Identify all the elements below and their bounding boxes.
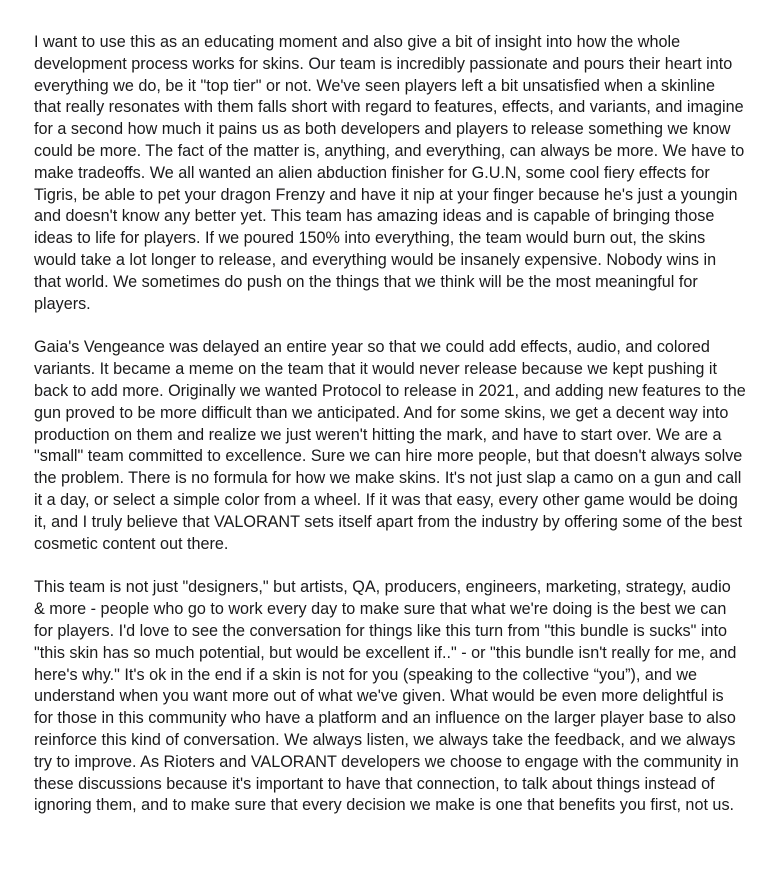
paragraph-skin-delays: Gaia's Vengeance was delayed an entire year so that we could add effects, audio, and colored variants. It became a meme on the team that it would never release because we kept pushing it back to add more. Originally we wanted Protocol to release in 2021, and adding new features to the gun proved to be more difficult than we anticipated. And for some skins, we get a decent way into production on them and realize we just weren't hitting the mark, and have to start over. We are a "small" team committed to excellence. Sure we can hire more people, but that doesn't always solve the problem. There is no formula for how we make skins. It's not just slap a camo on a gun and call it a day, or select a simple color from a wheel. If it was that easy, every other game would be doing it, and I truly believe that VALORANT sets itself apart from the industry by offering some of the best cosmetic content out there. <box>34 338 746 553</box>
paragraph-team-and-community: This team is not just "designers," but artists, QA, producers, engineers, marketing, strategy, audio & more - people who go to work every day to make sure that what we're doing is the best we can for players. I'd love to see the conversation for things like this turn from "this bundle is sucks" into "this skin has so much potential, but would be excellent if.." - or "this bundle isn't really for me, and here's why." It's ok in the end if a skin is not for you (speaking to the collective “you”), and we understand when you want more out of what we've given. What would be even more delightful is for those in this community who have a platform and an influence on the larger player base to also reinforce this kind of conversation. We always listen, we always take the feedback, and we always try to improve. As Rioters and VALORANT developers we choose to engage with the community in these discussions because it's important to have that connection, to talk about things instead of ignoring them, and to make sure that every decision we make is one that benefits you first, not us. <box>34 578 739 815</box>
post-body <box>34 32 746 839</box>
paragraph-development-process: I want to use this as an educating moment and also give a bit of insight into how the whole development process works for skins. Our team is incredibly passionate and pours their heart into everything we do, be it "top tier" or not. We've seen players left a bit unsatisfied when a skinline that really resonates with them falls short with regard to features, effects, and variants, and imagine for a second how much it pains us as both developers and players to release something we know could be more. The fact of the matter is, anything, and everything, can always be more. We have to make tradeoffs. We all wanted an alien abduction finisher for G.U.N, some cool fiery effects for Tigris, be able to pet your dragon Frenzy and have it nip at your finger because he's just a youngin and doesn't know any better yet. This team has amazing ideas and is capable of bringing those ideas to life for players. If we poured 150% into everything, the team would burn out, the skins would take a lot longer to release, and everything would be insanely expensive. Nobody wins in that world. We sometimes do push on the things that we think will be the most meaningful for players. <box>34 33 745 313</box>
